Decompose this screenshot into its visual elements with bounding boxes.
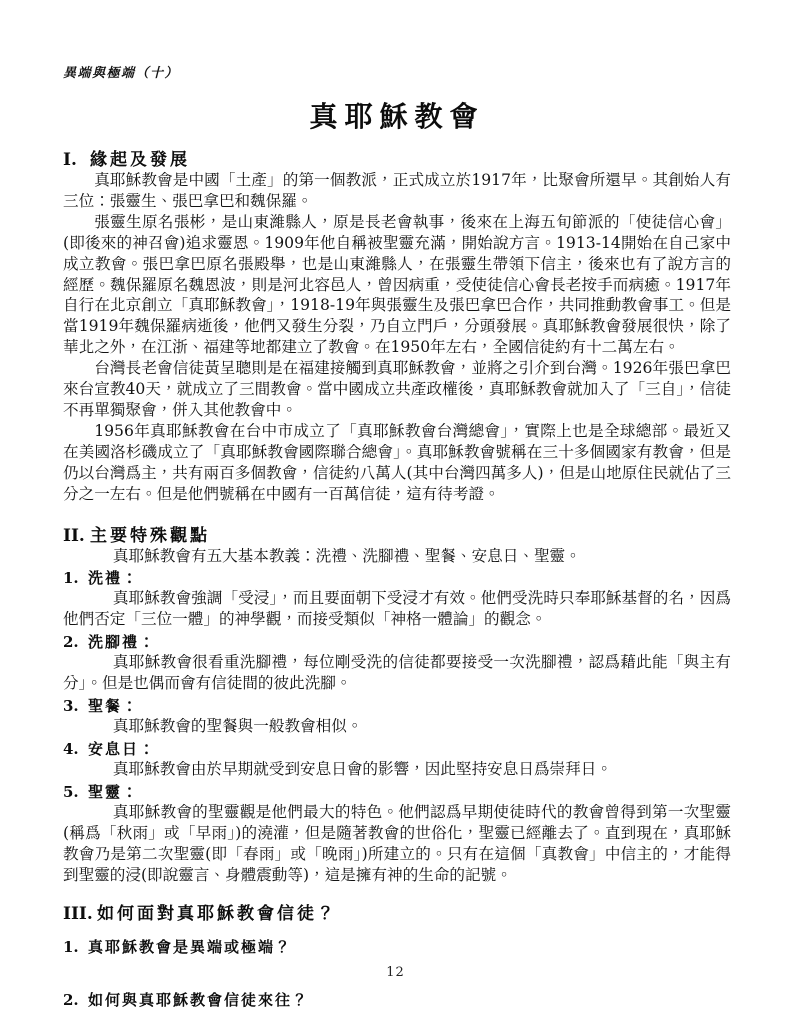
section-1-number: I. <box>63 150 77 170</box>
running-header: 異端與極端（十） <box>63 66 180 81</box>
question-1-number: 1. <box>63 938 79 957</box>
item-3-text: 真耶穌教會的聖餐與一般教會相似。 <box>112 717 363 736</box>
section-how-to-face <box>63 899 731 1010</box>
item-1-title: 洗禮： <box>88 569 140 588</box>
section-3-number: III. <box>63 904 93 925</box>
item-3-number: 3. <box>63 697 79 716</box>
item-5-text: 真耶穌教會的聖靈觀是他們最大的特色。他們認爲早期使徒時代的教會曾得到第一次聖靈(稱爲「秋雨」或「早雨」)的澆灌，但是隨著教會的世俗化，聖靈已經離去了。直到現在，真耶穌教會乃是第二次聖靈(即「春雨」或「晚雨」)所建立的。只有在這個「真教會」中信主的，才能得到聖靈的浸(即說靈言、身體震動等)，這是擁有神的生命的記號。 <box>63 802 731 884</box>
section-origin-development <box>63 145 731 505</box>
item-1-text: 真耶穌教會強調「受浸」，而且要面朝下受浸才有效。他們受洗時只奉耶穌基督的名，因爲他們否定「三位一體」的神學觀，而接受類似「神格一體論」的觀念。 <box>63 589 731 629</box>
question-2 <box>63 989 731 1010</box>
item-2-label <box>63 631 731 652</box>
section-2-number: II. <box>63 525 85 546</box>
item-5-number: 5. <box>63 782 79 801</box>
item-5-title: 聖靈： <box>88 782 140 801</box>
item-3-label <box>63 695 731 716</box>
item-4-title: 安息日： <box>88 739 157 758</box>
section-1-heading <box>63 145 731 170</box>
item-3-title: 聖餐： <box>88 697 140 716</box>
section-2-title: 主要特殊觀點 <box>90 525 210 546</box>
item-4-number: 4. <box>63 739 79 758</box>
section-main-views <box>63 521 731 886</box>
paragraph: 1956年真耶穌教會在台中市成立了「真耶穌教會台灣總會」，實際上也是全球總部。最近又在美國洛杉磯成立了「真耶穌教會國際聯合總會」。真耶穌教會號稱在三十多個國家有教會，但是仍以台灣爲主，共有兩百多個教會，信徒約八萬人(其中台灣四萬多人)，但是山地原住民就佔了三分之一左右。但是他們號稱在中國有一百萬信徒，這有待考證。 <box>63 421 731 503</box>
section-3-heading <box>63 899 731 924</box>
question-1 <box>63 936 731 957</box>
section-3-title: 如何面對真耶穌教會信徒？ <box>97 904 337 925</box>
item-2-number: 2. <box>63 633 79 652</box>
paragraph: 台灣長老會信徒黃呈聰則是在福建接觸到真耶穌教會，並將之引介到台灣。1926年張巴拿巴來台宣教40天，就成立了三間教會。當中國成立共產政權後，真耶穌教會就加入了「三自」，信徒不再單獨聚會，併入其他教會中。 <box>63 359 731 419</box>
item-2-title: 洗腳禮： <box>88 633 157 652</box>
section-1-title: 緣起及發展 <box>90 150 190 170</box>
item-1-number: 1. <box>63 569 79 588</box>
section-2-intro: 真耶穌教會有五大基本教義：洗禮、洗腳禮、聖餐、安息日、聖靈。 <box>112 546 581 565</box>
question-2-text: 如何與真耶穌教會信徒來往？ <box>88 991 310 1010</box>
page-number: 12 <box>386 965 405 980</box>
item-2-text: 真耶穌教會很看重洗腳禮，每位剛受洗的信徒都要接受一次洗腳禮，認爲藉此能「與主有分」。但是也偶而會有信徒間的彼此洗腳。 <box>63 653 731 693</box>
item-5-label <box>63 781 731 802</box>
item-4-text: 真耶穌教會由於早期就受到安息日會的影響，因此堅持安息日爲崇拜日。 <box>112 759 612 778</box>
item-1-label <box>63 567 731 588</box>
paragraph: 張靈生原名張彬，是山東濰縣人，原是長老會執事，後來在上海五旬節派的「使徒信心會」(即後來的神召會)追求靈恩。1909年他自稱被聖靈充滿，開始說方言。1913-14開始在自己家中成立教會。張巴拿巴原名張殿舉，也是山東濰縣人，在張靈生帶領下信主，後來也有了說方言的經歷。魏保羅原名魏恩波，則是河北容邑人，曾因病重，受使徒信心會長老按手而病癒。1917年自行在北京創立「真耶穌教會」，1918-19年與張靈生及張巴拿巴合作，共同推動教會事工。但是當1919年魏保羅病逝後，他們又發生分裂，乃自立門戶，分頭發展。真耶穌教會發展很快，除了華北之外，在江浙、福建等地都建立了教會。在1950年左右，全國信徒約有十二萬左右。 <box>63 212 731 357</box>
paragraph: 真耶穌教會是中國「土產」的第一個教派，正式成立於1917年，比聚會所還早。其創始人有三位：張靈生、張巴拿巴和魏保羅。 <box>63 171 731 210</box>
page-title: 真耶穌教會 <box>309 100 485 133</box>
section-2-heading <box>63 521 731 546</box>
question-1-text: 真耶穌教會是異端或極端？ <box>88 938 293 957</box>
item-4-label <box>63 738 731 759</box>
question-2-number: 2. <box>63 991 79 1010</box>
